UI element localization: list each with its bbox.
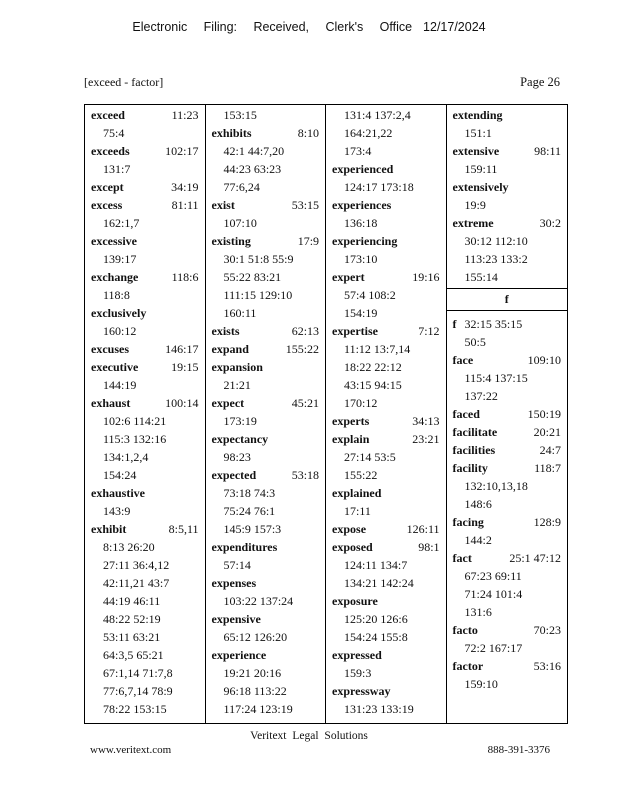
index-term: exists — [211, 324, 240, 338]
index-refs: 117:24 123:19 — [223, 702, 293, 716]
index-entry — [332, 106, 440, 160]
index-term: exhibits — [211, 126, 252, 140]
index-refs: 77:6,7,14 78:9 — [103, 684, 173, 698]
index-term: f — [452, 317, 457, 331]
letter-section-heading: f — [447, 288, 567, 311]
index-term: expenses — [211, 576, 257, 590]
index-refs: 154:19 — [344, 306, 378, 320]
index-refs: 78:22 153:15 — [103, 702, 167, 716]
index-entry — [453, 513, 561, 549]
index-term: existing — [211, 234, 251, 248]
index-entry — [332, 196, 440, 232]
index-entry — [453, 459, 561, 513]
word-index-table — [84, 104, 568, 724]
index-entry — [332, 160, 440, 196]
index-entry — [91, 178, 199, 196]
index-term: explain — [332, 432, 370, 446]
index-entry — [453, 106, 561, 142]
index-entry — [212, 610, 320, 646]
index-refs: 145:9 157:3 — [223, 522, 282, 536]
index-refs: 96:18 113:22 — [223, 684, 287, 698]
index-refs: 53:16 — [533, 659, 561, 673]
index-term: extending — [452, 108, 503, 122]
index-refs: 136:18 — [344, 216, 378, 230]
index-term: face — [452, 353, 474, 367]
index-refs: 71:24 101:4 — [464, 587, 523, 601]
index-term: extensive — [452, 144, 500, 158]
index-entry — [453, 214, 561, 286]
index-term: experience — [211, 648, 267, 662]
index-entry — [212, 538, 320, 574]
index-entry — [91, 394, 199, 484]
index-refs: 154:24 — [103, 468, 137, 482]
index-refs: 30:12 112:10 — [464, 234, 528, 248]
index-term: expose — [332, 522, 367, 536]
footer-company: Veritext Legal Solutions — [250, 730, 368, 742]
index-entry — [332, 538, 440, 592]
index-refs: 173:19 — [223, 414, 257, 428]
page-number: Page 26 — [520, 75, 560, 89]
index-refs: 170:12 — [344, 396, 378, 410]
index-refs: 53:15 — [291, 198, 320, 212]
index-refs: 160:11 — [223, 306, 257, 320]
index-term: exclusively — [91, 306, 147, 320]
index-term: expand — [211, 342, 249, 356]
index-term: extreme — [452, 216, 494, 230]
index-refs: 67:1,14 71:7,8 — [103, 666, 173, 680]
index-refs: 20:21 — [533, 425, 561, 439]
index-refs: 19:15 — [171, 360, 199, 374]
index-term: facilitate — [452, 425, 498, 439]
index-entry — [332, 430, 440, 484]
index-entry — [453, 351, 561, 405]
index-refs: 102:17 — [165, 144, 199, 158]
index-refs: 143:9 — [103, 504, 131, 518]
index-refs: 155:22 — [344, 468, 378, 482]
footer-website: www.veritext.com — [90, 744, 172, 756]
index-refs: 132:10,13,18 — [464, 479, 528, 493]
index-refs: 98:11 — [534, 144, 561, 158]
index-refs: 72:2 167:17 — [464, 641, 523, 655]
index-column-3 — [326, 105, 447, 723]
index-entry — [91, 196, 199, 232]
index-term: fact — [452, 551, 472, 565]
index-term: expansion — [211, 360, 263, 374]
index-refs: 126:11 — [406, 522, 440, 536]
index-entry — [212, 232, 320, 322]
index-refs: 154:24 155:8 — [344, 630, 408, 644]
index-refs: 27:11 36:4,12 — [103, 558, 170, 572]
index-refs: 124:17 173:18 — [344, 180, 414, 194]
index-refs: 131:23 133:19 — [344, 702, 414, 716]
index-refs: 103:22 137:24 — [223, 594, 294, 608]
index-entry — [332, 412, 440, 430]
index-term: expertise — [332, 324, 379, 338]
index-refs: 32:15 35:15 — [464, 317, 523, 331]
index-entry — [332, 592, 440, 646]
index-refs: 11:23 — [171, 108, 199, 122]
index-entry — [332, 520, 440, 538]
index-refs: 17:11 — [344, 504, 371, 518]
index-refs: 53:18 — [291, 468, 320, 482]
index-refs: 50:5 — [464, 335, 486, 349]
index-term: expect — [211, 396, 245, 410]
index-refs: 115:3 132:16 — [103, 432, 167, 446]
index-refs: 45:21 — [291, 396, 320, 410]
index-refs: 107:10 — [223, 216, 257, 230]
index-refs: 55:22 83:21 — [223, 270, 282, 284]
index-refs: 44:23 63:23 — [223, 162, 282, 176]
index-refs: 155:14 — [464, 270, 498, 284]
index-refs: 134:1,2,4 — [103, 450, 149, 464]
index-refs: 144:19 — [103, 378, 137, 392]
index-refs: 11:12 13:7,14 — [344, 342, 411, 356]
index-entry — [91, 340, 199, 358]
index-term: factor — [452, 659, 484, 673]
index-refs: 17:9 — [297, 234, 320, 248]
index-refs: 146:17 — [165, 342, 199, 356]
index-entry — [453, 315, 561, 351]
index-entry — [91, 358, 199, 394]
index-refs: 113:23 133:2 — [464, 252, 528, 266]
index-entry — [91, 520, 199, 718]
index-refs: 25:1 47:12 — [509, 551, 561, 565]
index-column-4-top — [447, 105, 567, 286]
index-refs: 118:6 — [171, 270, 199, 284]
index-column-1 — [85, 105, 206, 723]
index-refs: 8:10 — [297, 126, 320, 140]
index-term: exhibit — [91, 522, 127, 536]
index-entry — [453, 423, 561, 441]
index-column-4-bottom — [447, 314, 567, 693]
index-entry — [332, 322, 440, 412]
index-refs: 109:10 — [527, 353, 561, 367]
index-term: expected — [211, 468, 257, 482]
index-entry — [91, 304, 199, 340]
index-refs: 125:20 126:6 — [344, 612, 408, 626]
index-refs: 42:1 44:7,20 — [223, 144, 285, 158]
index-term: excessive — [91, 234, 137, 248]
index-term: exhaustive — [91, 486, 145, 500]
index-refs: 134:21 142:24 — [344, 576, 414, 590]
index-refs: 173:10 — [344, 252, 378, 266]
filing-stamp: Electronic Filing: Received, Clerk's Office 12/17/2024 — [132, 20, 486, 34]
index-term: extensively — [452, 180, 509, 194]
index-refs: 131:6 — [464, 605, 492, 619]
index-term: excess — [91, 198, 123, 212]
index-term: expenditures — [211, 540, 278, 554]
index-entry — [453, 405, 561, 423]
index-entry — [453, 549, 561, 621]
index-refs: 150:19 — [527, 407, 561, 421]
index-refs: 131:4 137:2,4 — [344, 108, 411, 122]
index-entry — [212, 124, 320, 196]
index-refs: 118:8 — [103, 288, 130, 302]
index-refs: 173:4 — [344, 144, 372, 158]
index-entry — [453, 178, 561, 214]
index-entry — [332, 484, 440, 520]
index-refs: 67:23 69:11 — [464, 569, 522, 583]
index-refs: 34:13 — [412, 414, 440, 428]
index-refs: 30:2 — [539, 216, 561, 230]
index-entry — [453, 142, 561, 178]
index-refs: 62:13 — [291, 324, 320, 338]
index-entry — [212, 196, 320, 232]
index-refs: 144:2 — [464, 533, 492, 547]
index-refs: 118:7 — [534, 461, 561, 475]
index-term: faced — [452, 407, 480, 421]
index-entry — [332, 268, 440, 322]
index-entry — [332, 232, 440, 268]
index-entry — [332, 682, 440, 718]
index-entry — [91, 142, 199, 178]
index-refs: 30:1 51:8 55:9 — [223, 252, 294, 266]
index-entry — [212, 358, 320, 394]
index-refs: 57:4 108:2 — [344, 288, 396, 302]
index-entry — [91, 484, 199, 520]
index-entry — [212, 646, 320, 718]
index-refs: 153:15 — [223, 108, 257, 122]
index-refs: 34:19 — [171, 180, 199, 194]
index-entry — [91, 106, 199, 142]
index-entry — [91, 232, 199, 268]
index-term: experts — [332, 414, 370, 428]
index-term: exhaust — [91, 396, 131, 410]
index-term: executive — [91, 360, 139, 374]
index-term: exceeds — [91, 144, 130, 158]
index-refs: 131:7 — [103, 162, 131, 176]
index-entry — [212, 322, 320, 340]
index-entry — [332, 646, 440, 682]
index-term: exposure — [332, 594, 378, 608]
index-term: explained — [332, 486, 382, 500]
index-refs: 75:24 76:1 — [223, 504, 276, 518]
index-refs: 70:23 — [533, 623, 561, 637]
index-term: facing — [452, 515, 484, 529]
index-term: expensive — [211, 612, 261, 626]
index-refs: 98:23 — [223, 450, 251, 464]
index-range: [exceed - factor] — [84, 75, 164, 89]
index-entry — [212, 340, 320, 358]
index-refs: 151:1 — [464, 126, 492, 140]
index-refs: 18:22 22:12 — [344, 360, 402, 374]
index-refs: 48:22 52:19 — [103, 612, 161, 626]
footer-phone: 888-391-3376 — [487, 744, 550, 756]
index-refs: 162:1,7 — [103, 216, 140, 230]
index-entry — [212, 430, 320, 466]
index-refs: 148:6 — [464, 497, 492, 511]
index-entry — [212, 106, 320, 124]
index-entry — [212, 394, 320, 430]
index-refs: 44:19 46:11 — [103, 594, 161, 608]
index-refs: 7:12 — [418, 324, 440, 338]
index-term: facilities — [452, 443, 496, 457]
index-term: facility — [452, 461, 488, 475]
index-term: facto — [452, 623, 478, 637]
index-term: experiencing — [332, 234, 398, 248]
index-refs: 42:11,21 43:7 — [103, 576, 170, 590]
index-refs: 57:14 — [223, 558, 251, 572]
index-refs: 64:3,5 65:21 — [103, 648, 164, 662]
index-refs: 75:4 — [103, 126, 125, 140]
index-refs: 27:14 53:5 — [344, 450, 396, 464]
index-refs: 19:21 20:16 — [223, 666, 282, 680]
index-refs: 19:9 — [464, 198, 486, 212]
index-refs: 53:11 63:21 — [103, 630, 161, 644]
index-refs: 164:21,22 — [344, 126, 393, 140]
index-column-4 — [447, 105, 567, 723]
index-refs: 100:14 — [165, 396, 199, 410]
index-term: experienced — [332, 162, 394, 176]
index-refs: 65:12 126:20 — [223, 630, 288, 644]
index-entry — [91, 268, 199, 304]
index-entry — [212, 466, 320, 538]
index-refs: 155:22 — [285, 342, 320, 356]
index-refs: 159:11 — [464, 162, 498, 176]
index-refs: 124:11 134:7 — [344, 558, 408, 572]
index-refs: 81:11 — [171, 198, 199, 212]
index-entry — [453, 657, 561, 693]
index-term: except — [91, 180, 124, 194]
index-column-2 — [206, 105, 327, 723]
index-refs: 160:12 — [103, 324, 137, 338]
index-refs: 128:9 — [533, 515, 561, 529]
index-refs: 23:21 — [412, 432, 440, 446]
index-term: experiences — [332, 198, 392, 212]
index-term: expert — [332, 270, 365, 284]
index-refs: 8:13 26:20 — [103, 540, 155, 554]
index-refs: 24:7 — [539, 443, 561, 457]
index-refs: 21:21 — [223, 378, 251, 392]
index-term: expressway — [332, 684, 391, 698]
index-refs: 139:17 — [103, 252, 137, 266]
index-term: exchange — [91, 270, 139, 284]
index-refs: 102:6 114:21 — [103, 414, 167, 428]
index-refs: 111:15 129:10 — [223, 288, 293, 302]
index-entry — [453, 621, 561, 657]
index-refs: 43:15 94:15 — [344, 378, 402, 392]
index-entry — [212, 574, 320, 610]
index-refs: 115:4 137:15 — [464, 371, 528, 385]
index-entry — [453, 441, 561, 459]
index-refs: 73:18 74:3 — [223, 486, 276, 500]
index-term: expressed — [332, 648, 382, 662]
index-refs: 159:3 — [344, 666, 372, 680]
index-term: exist — [211, 198, 235, 212]
index-refs: 19:16 — [412, 270, 440, 284]
index-term: expectancy — [211, 432, 269, 446]
index-refs: 98:1 — [418, 540, 440, 554]
index-refs: 159:10 — [464, 677, 498, 691]
index-term: exceed — [91, 108, 125, 122]
index-refs: 8:5,11 — [168, 522, 199, 536]
index-term: exposed — [332, 540, 373, 554]
index-refs: 77:6,24 — [223, 180, 260, 194]
index-refs: 137:22 — [464, 389, 498, 403]
index-term: excuses — [91, 342, 129, 356]
